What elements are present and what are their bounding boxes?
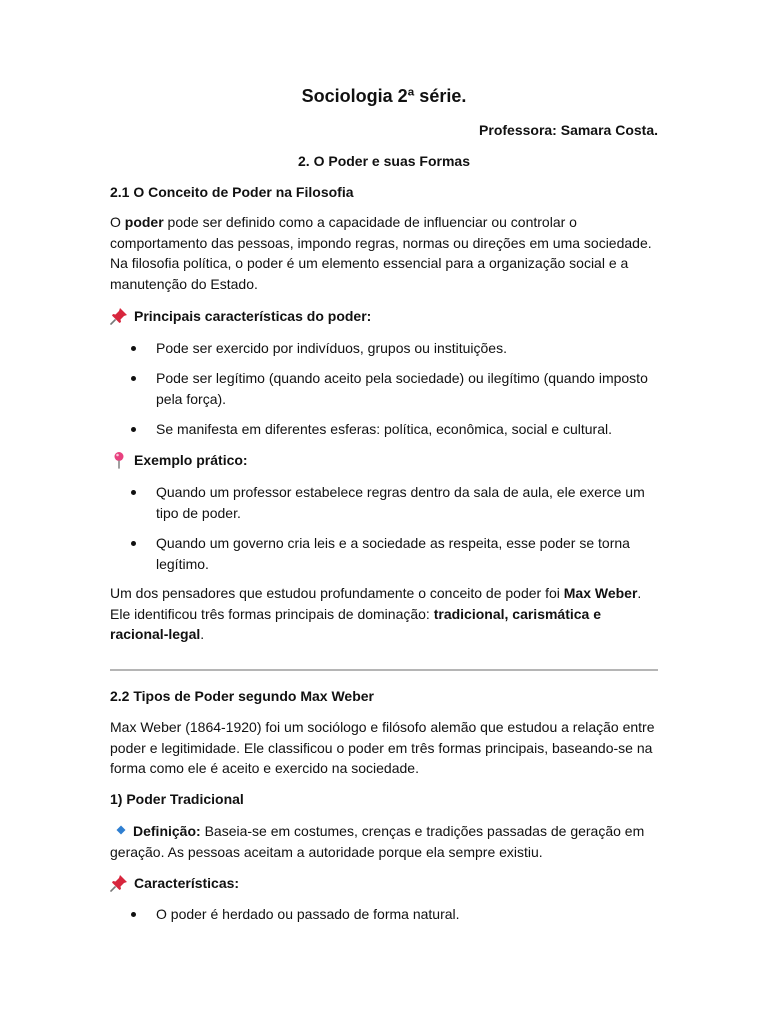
heading-traditional-power: 1) Poder Tradicional	[110, 791, 244, 807]
bullet-dot	[131, 490, 136, 495]
text-bold-poder: poder	[124, 214, 164, 230]
bullet-dot	[131, 346, 136, 351]
list-item	[110, 904, 658, 925]
list-item-text: Quando um professor estabelece regras dentro da sala de aula, ele exerce um tipo de poder.	[156, 484, 645, 521]
example-label-text: Exemplo prático:	[134, 452, 248, 468]
text: . Ele identificou três formas principais de dominação:	[110, 585, 642, 622]
list-item-text: Quando um governo cria leis e a sociedade as respeita, esse poder se torna legítimo.	[156, 535, 630, 572]
bullet-dot	[131, 912, 136, 917]
heading-2-2: 2.2 Tipos de Poder segundo Max Weber	[110, 688, 374, 704]
example-label	[110, 451, 658, 469]
pushpin-icon	[110, 307, 128, 325]
text: O	[110, 214, 125, 230]
round-pushpin-icon	[110, 451, 128, 469]
list-item	[110, 533, 658, 574]
text: Um dos pensadores que estudou profundamente o conceito de poder foi	[110, 585, 564, 601]
characteristics-label	[110, 307, 658, 325]
text-bold-domination-types: tradicional, carismática e racional-legal	[110, 605, 602, 643]
paragraph-power-definition	[110, 212, 658, 294]
bullet-dot	[131, 427, 136, 432]
text-bold-max-weber: Max Weber	[563, 585, 638, 601]
paragraph-definition	[110, 821, 658, 862]
traditional-characteristics-label-text: Características:	[134, 875, 240, 891]
paragraph-max-weber	[110, 583, 658, 645]
list-item-text: Pode ser exercido por indivíduos, grupos ou instituições.	[156, 340, 507, 356]
paragraph-weber-intro: Max Weber (1864-1920) foi um sociólogo e filósofo alemão que estudou a relação entre poder e legitimidade. Ele classificou o poder em três formas principais, baseando-se na forma como ele é aceito e exercido na sociedade.	[110, 719, 655, 777]
definition-text: Baseia-se em costumes, crenças e tradições passadas de geração em geração. As pessoas aceitam a autoridade porque ela sempre existiu.	[110, 823, 645, 860]
example-list	[110, 533, 658, 574]
text: pode ser definido como a capacidade de influenciar ou controlar o comportamento das pessoas, impondo regras, normas ou direções em uma sociedade. Na filosofia política, o poder é um elemento essencial para a organização social e a manutenção do Estado.	[110, 214, 652, 292]
traditional-characteristics-label	[110, 874, 658, 892]
list-item-text: O poder é herdado ou passado de forma natural.	[156, 906, 460, 922]
list-item	[110, 338, 658, 359]
document-title: Sociologia 2ª série.	[301, 86, 467, 106]
horizontal-divider	[110, 669, 658, 671]
list-item	[110, 368, 658, 409]
document-author: Professora: Samara Costa.	[479, 122, 658, 138]
section-title: 2. O Poder e suas Formas	[298, 153, 470, 169]
text: .	[200, 626, 205, 643]
bullet-dot	[131, 541, 136, 546]
characteristics-list	[110, 368, 658, 409]
characteristics-list	[110, 419, 658, 440]
heading-2-1: 2.1 O Conceito de Poder na Filosofia	[110, 184, 354, 200]
list-item-text: Pode ser legítimo (quando aceito pela sociedade) ou ilegítimo (quando imposto pela força).	[156, 370, 648, 407]
example-list	[110, 482, 658, 523]
characteristics-label-text: Principais características do poder:	[134, 308, 372, 324]
bullet-dot	[131, 376, 136, 381]
characteristics-list	[110, 338, 658, 359]
blue-diamond-icon	[114, 822, 128, 836]
traditional-characteristics-list	[110, 904, 658, 925]
definition-label: Definição:	[133, 823, 201, 839]
pushpin-icon	[110, 874, 128, 892]
list-item	[110, 482, 658, 523]
list-item-text: Se manifesta em diferentes esferas: política, econômica, social e cultural.	[156, 421, 612, 437]
list-item	[110, 419, 658, 440]
